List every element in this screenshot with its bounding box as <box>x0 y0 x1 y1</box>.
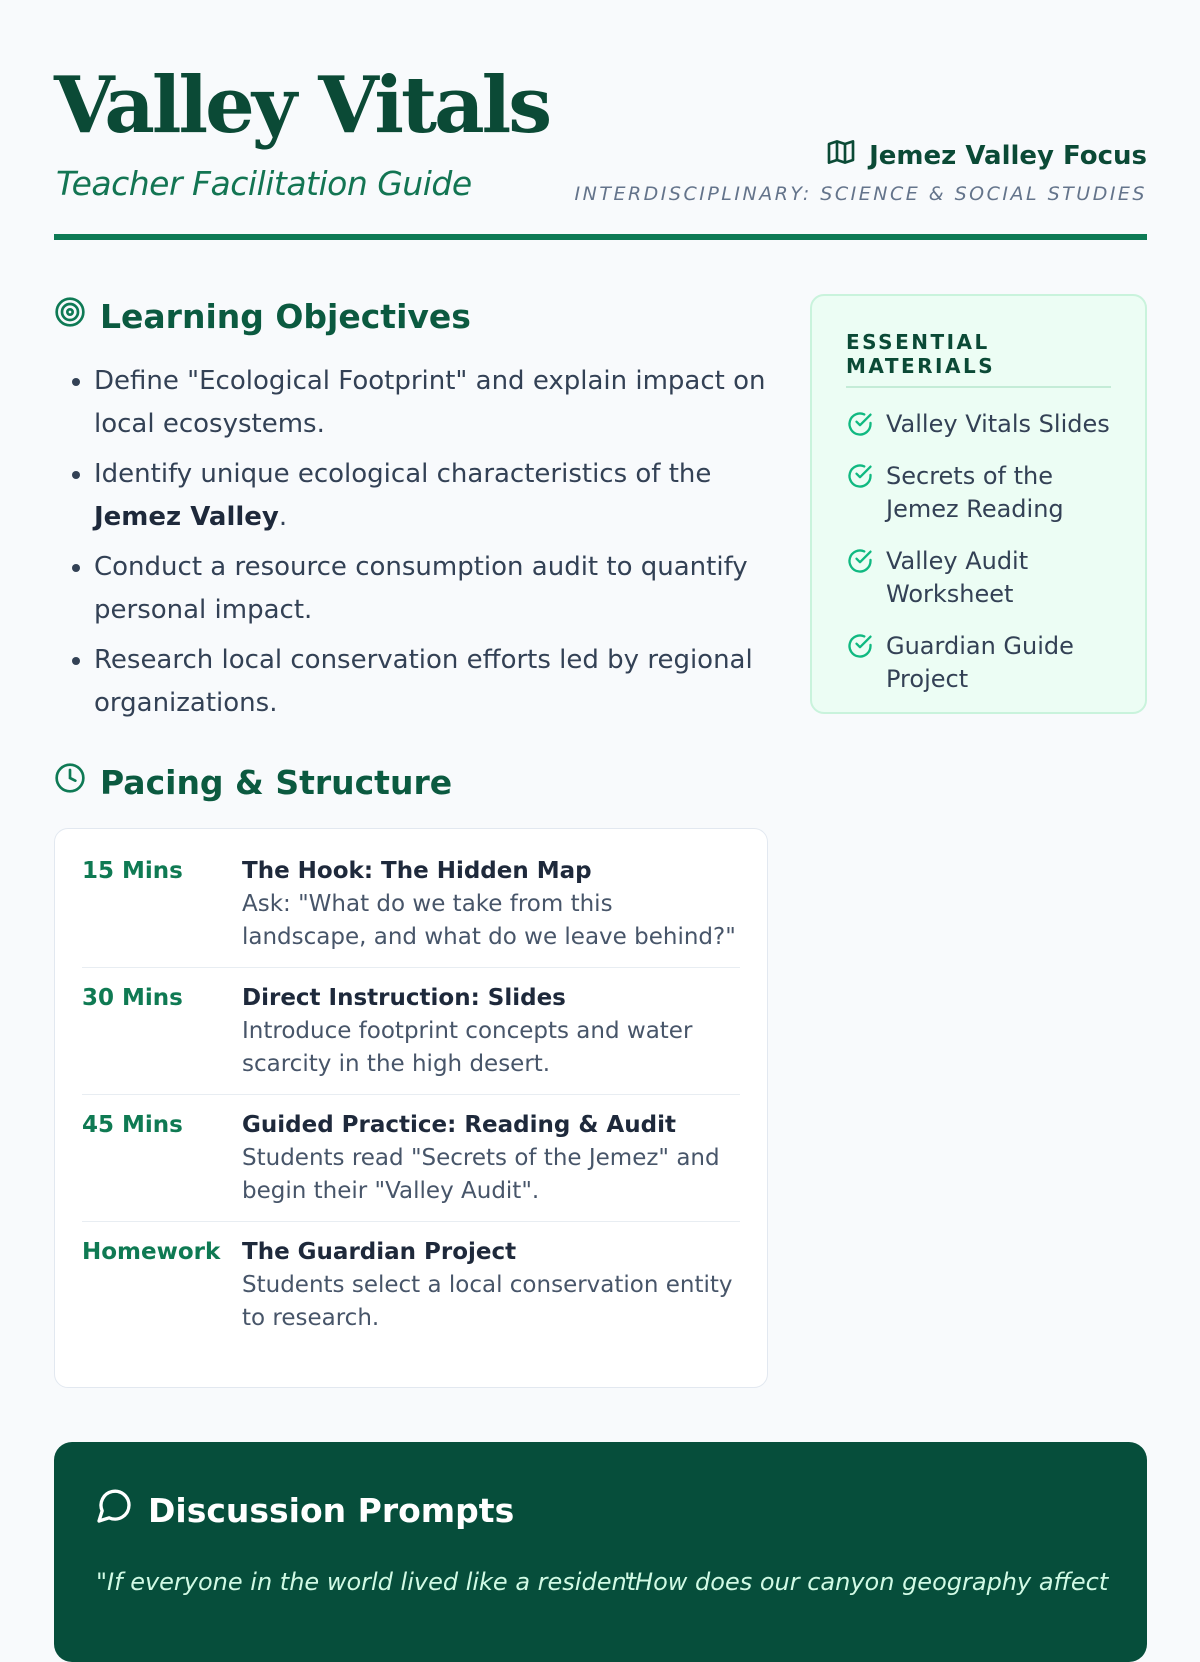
pacing-title: Direct Instruction: Slides <box>242 985 566 1011</box>
objective-item: • Define "Ecological Footprint" and explain impact on local ecosystems. <box>94 360 794 446</box>
material-item <box>846 545 1111 611</box>
objective-text: Identify unique ecological characteristics of the <box>94 459 712 489</box>
pacing-table <box>54 828 768 1388</box>
material-label: Secrets of the Jemez Reading <box>886 462 1064 523</box>
page-title: Valley Vitals <box>54 60 550 151</box>
pacing-desc: Introduce footprint concepts and water scarcity in the high desert. <box>242 1018 693 1077</box>
pacing-row <box>82 1236 740 1348</box>
header-divider <box>54 234 1147 240</box>
pacing-desc: Students read "Secrets of the Jemez" and begin their "Valley Audit". <box>242 1145 720 1204</box>
pacing-row <box>82 1109 740 1222</box>
pacing-body <box>242 982 740 1081</box>
pacing-desc: Ask: "What do we take from this landscape, and what do we leave behind?" <box>242 891 736 950</box>
target-icon <box>54 296 86 336</box>
pacing-title: Guided Practice: Reading & Audit <box>242 1112 676 1138</box>
pacing-time: 30 Mins <box>82 985 183 1011</box>
material-label: Valley Vitals Slides <box>886 410 1110 438</box>
discipline-label: INTERDISCIPLINARY: SCIENCE & SOCIAL STUDIES <box>574 183 1147 205</box>
map-icon <box>825 136 857 175</box>
focus-text: Jemez Valley Focus <box>869 140 1147 171</box>
pacing-row <box>82 855 740 968</box>
discussion-prompt: "How does our canyon geography affect <box>624 1568 1109 1596</box>
check-circle-icon <box>846 410 874 438</box>
pacing-desc: Students select a local conservation entity to research. <box>242 1272 733 1331</box>
objective-item: • Conduct a resource consumption audit to quantify personal impact. <box>94 546 794 632</box>
objective-period: . <box>278 502 288 532</box>
objectives-heading <box>54 296 471 336</box>
material-label: Valley Audit Worksheet <box>886 547 1029 608</box>
pacing-title: The Hook: The Hidden Map <box>242 858 592 884</box>
pacing-heading-text: Pacing & Structure <box>100 762 453 802</box>
objectives-heading-text: Learning Objectives <box>100 296 471 336</box>
discussion-heading <box>94 1486 514 1534</box>
check-circle-icon <box>846 547 874 575</box>
materials-card <box>810 294 1147 714</box>
pacing-time: 45 Mins <box>82 1112 183 1138</box>
pacing-title: The Guardian Project <box>242 1239 517 1265</box>
objective-item <box>94 453 794 539</box>
pacing-body <box>242 1236 740 1335</box>
focus-label <box>825 136 1147 175</box>
material-label: Guardian Guide Project <box>886 632 1074 693</box>
discussion-panel <box>54 1442 1147 1662</box>
materials-list <box>846 408 1111 696</box>
page-subtitle: Teacher Facilitation Guide <box>56 164 472 203</box>
discussion-heading-text: Discussion Prompts <box>148 1490 515 1530</box>
check-circle-icon <box>846 462 874 490</box>
objective-emphasis: Jemez Valley <box>94 502 279 532</box>
materials-heading: ESSENTIAL MATERIALS <box>846 330 1111 388</box>
material-item <box>846 630 1111 696</box>
pacing-heading <box>54 762 452 802</box>
material-item <box>846 460 1111 526</box>
discussion-prompt: "If everyone in the world lived like a resident <box>96 1568 637 1596</box>
clock-icon <box>54 762 86 802</box>
pacing-time: 15 Mins <box>82 858 183 884</box>
material-item <box>846 408 1111 441</box>
objective-item: • Research local conservation efforts led by regional organizations. <box>94 639 794 725</box>
chat-bubble-icon <box>94 1486 134 1534</box>
check-circle-icon <box>846 632 874 660</box>
pacing-time: Homework <box>82 1239 221 1265</box>
pacing-body <box>242 1109 740 1208</box>
pacing-row <box>82 982 740 1095</box>
pacing-body <box>242 855 740 954</box>
objectives-list <box>54 360 794 732</box>
